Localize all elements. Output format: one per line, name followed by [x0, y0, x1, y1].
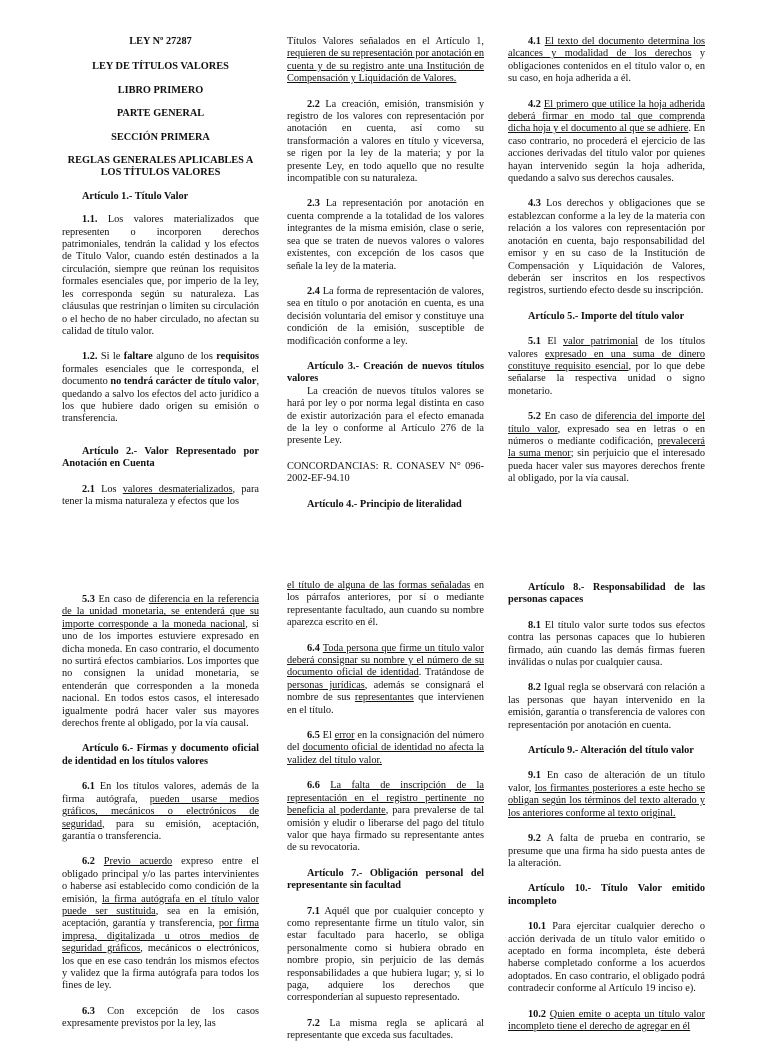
paragraph-number: 8.2 — [528, 682, 541, 694]
paragraph-text: Los valores materializados que representen o incorporen derechos patrimoniales, tendrán la calidad y los efectos de Título Valor, cuando estén destinados a la circulación, siempre que reúnan los requisitos formales esenciales que, por imperio de la ley, les corresponda según su naturaleza. Las cláusulas que restrinjan o limiten su circulación o el hecho de no haber circulado, no afectan su calidad de título valor. — [62, 214, 260, 337]
underlined-text: requieren de su representación por anotación en cuenta y de su registro ante una Institución de Compensación y Liquidación de Valores. — [287, 48, 484, 85]
paragraph-text: Los — [101, 483, 117, 495]
paragraph-8-1 — [508, 620, 705, 670]
art2-heading: Artículo 2.- Valor Representado por Anotación en Cuenta — [62, 445, 259, 470]
paragraph-6-1 — [62, 781, 259, 843]
paragraph-text: alguno de los — [156, 351, 213, 363]
paragraph-10-1 — [508, 921, 705, 995]
art7-heading: Artículo 7.- Obligación personal del representante sin facultad — [287, 867, 484, 892]
underlined-text: pueden usarse medios gráficos, mecánicos o electrónicos de seguridad, — [62, 793, 260, 830]
paragraph-2-1 — [62, 484, 259, 509]
paragraph-number: 7.1 — [307, 905, 320, 917]
paragraph-text: ; sin perjuicio que el interesado pueda hacer valer sus mayores derechos frente al obligado, por la vía causal. — [508, 448, 705, 485]
underlined-text: los firmantes posteriores a este hecho se obligan según los términos del texto alterado y los anteriores conforme al texto original. — [508, 782, 705, 819]
paragraph-text: En caso de — [98, 594, 146, 605]
paragraph-text: , además se consignará el nombre de sus — [287, 679, 485, 704]
underlined-text: valores desmaterializados — [122, 483, 233, 495]
paragraph-text: Igual regla se observará con relación a las personas que hayan intervenido en la emisión, garantía o transferencia de valores con representación por anotación en cuenta. — [508, 682, 705, 731]
paragraph-text: , mecánicos o electrónicos, los que en ese caso tendrán los mismos efectos y validez que la firma autógrafa para todos los fines de ley. — [62, 943, 259, 992]
paragraph-text: expreso entre el obligado principal y/o las partes intervinientes o haberse así establecido como condición de la emisión, — [62, 856, 259, 905]
paragraph-number: 6.6 — [307, 780, 320, 792]
column-1 — [62, 36, 259, 521]
art4-heading: Artículo 4.- Principio de literalidad — [307, 498, 462, 510]
paragraph-number: 5.2 — [528, 411, 541, 423]
paragraph-7-1 — [287, 906, 484, 1005]
underlined-text: Quien emite o acepta un título valor incompleto tiene el derecho de agregar en él — [508, 1008, 705, 1032]
paragraph-5-2 — [508, 411, 705, 485]
paragraph-number: 1.1. — [82, 214, 98, 226]
paragraph-text: y obligaciones contenidos en el título valor o, en su caso, en hoja adherida a él. — [508, 48, 705, 85]
paragraph-number: 6.5 — [307, 730, 320, 742]
art10-heading: Artículo 10.- Título Valor emitido incompleto — [508, 883, 705, 907]
paragraph-text: El título valor surte todos sus efectos contra las personas capaces que lo hubieren firmado, aún cuando las demás firmas fueren inválidas o nulas por cualquier causa. — [508, 619, 705, 669]
concordancias: CONCORDANCIAS: R. CONASEV N° 096-2002-EF-94.10 — [287, 460, 484, 485]
paragraph-text: El — [547, 336, 557, 348]
paragraph-number: 2.4 — [307, 285, 320, 297]
paragraph-6-3-continued — [287, 580, 484, 630]
art3-text: La creación de nuevos títulos valores se hará por ley o por norma legal distinta en caso de existir autorización para el efecto emanada de la ley o conforme al Artículo 276 de la presente Ley. — [287, 385, 484, 447]
underlined-text: la firma autógrafa en el título valor puede ser sustituida — [62, 893, 259, 917]
paragraph-5-3 — [62, 594, 259, 730]
paragraph-9-1 — [508, 770, 705, 820]
art8-heading: Artículo 8.- Responsabilidad de las personas capaces — [508, 582, 705, 606]
paragraph-number: 10.2 — [528, 1008, 547, 1020]
paragraph-text: , sea en la emisión, aceptación, garantía y transferencia, — [62, 905, 259, 930]
paragraph-text: formales esenciales que le corresponda, el documento — [62, 363, 259, 388]
paragraph-number: 9.2 — [528, 833, 541, 845]
paragraph-number: 4.1 — [528, 36, 541, 47]
underlined-text: El texto del documento determina los alcances y modalidad de los derechos — [508, 36, 705, 60]
page-top — [0, 36, 768, 526]
art9-heading: Artículo 9.- Alteración del título valor — [528, 745, 694, 757]
paragraph-text: En caso de alteración de un título valor, — [508, 770, 705, 794]
underlined-text: prevalecerá la suma menor — [508, 435, 705, 460]
paragraph-number: 1.2. — [82, 351, 98, 363]
paragraph-text: La representación por anotación en cuenta comprende a la totalidad de los valores integrantes de la misma emisión, clase o serie, sea que se traten de nuevos valores o valores existentes, con excepción de los casos que señale la ley de la materia. — [287, 198, 484, 272]
art5-heading: Artículo 5.- Importe del título valor — [528, 310, 685, 322]
bold-text: no tendrá carácter de título valor — [110, 376, 257, 388]
underlined-text: El primero que utilice la hoja adherida deberá firmar en modo tal que comprenda dicha hoja y el documento al que se adhiere — [508, 98, 705, 135]
paragraph-9-2 — [508, 833, 705, 870]
paragraph-2-1-continued — [287, 36, 484, 86]
paragraph-number: 6.1 — [82, 781, 95, 793]
paragraph-text: La creación, emisión, transmisión y registro de los valores con representación por anotación en cuenta, así como su transformación a valores en título y viceversa, se rigen por la ley de la materia; y por la presente Ley, en todo aquello que no resulte incompatible con su naturaleza. — [287, 98, 485, 185]
underlined-text: diferencia en la referencia de la unidad monetaria, se entenderá que su importe corresponde a la moneda nacional — [62, 594, 260, 630]
paragraph-text: . Tratándose de — [418, 667, 485, 679]
law-title: LEY DE TÍTULOS VALORES — [92, 61, 229, 73]
column-3 — [508, 36, 705, 499]
law-number: LEY Nº 27287 — [129, 36, 192, 47]
paragraph-1-1 — [62, 214, 259, 338]
underlined-text: La falta de inscripción de la representación en el registro pertinente no beneficia al poderdante — [287, 780, 484, 817]
underlined-text: representantes — [354, 692, 414, 704]
paragraph-text: para su emisión, aceptación, garantía o transferencia. — [62, 818, 259, 842]
paragraph-text: El — [322, 730, 332, 742]
paragraph-text: , para tener la misma naturaleza y efectos que los — [62, 483, 259, 507]
paragraph-text: , por lo que debe señalarse la respectiva unidad o signo monetario. — [508, 360, 705, 397]
part-heading: PARTE GENERAL — [116, 108, 205, 120]
art6-heading: Artículo 6.- Firmas y documento oficial de identidad en los títulos valores — [62, 743, 259, 767]
art3-heading: Artículo 3.- Creación de nuevos títulos valores — [287, 360, 484, 385]
underlined-text: Previo acuerdo — [103, 856, 173, 868]
underlined-text: valor patrimonial — [563, 336, 639, 348]
art1-heading: Artículo 1.- Título Valor — [82, 190, 189, 202]
paragraph-text: en los párrafos anteriores, por sí o mediante representante facultado, aun cuando su nombre aparezca escrito en él. — [287, 580, 484, 629]
paragraph-text: de los títulos valores — [508, 336, 706, 360]
rules-heading: REGLAS GENERALES APLICABLES A LOS TÍTULOS VALORES — [67, 155, 254, 179]
book-heading: LIBRO PRIMERO — [117, 84, 204, 96]
paragraph-10-2 — [508, 1009, 705, 1034]
paragraph-number: 6.4 — [307, 642, 320, 654]
paragraph-number: 8.1 — [528, 619, 541, 631]
paragraph-text: Con excepción de los casos expresamente previstos por la ley, las — [62, 1005, 259, 1030]
paragraph-text: En los títulos valores, además de la firma autógrafa, — [62, 781, 260, 805]
paragraph-6-5 — [287, 730, 484, 767]
paragraph-number: 4.2 — [528, 98, 541, 110]
underlined-text: diferencia del importe del título valor — [508, 411, 705, 435]
paragraph-text: , quedando a salvo los efectos del acto jurídico a los que hubiere dado origen su emisión o transferencia. — [62, 376, 260, 425]
underlined-text: documento oficial de identidad no afecta la validez del título valor. — [287, 742, 484, 766]
paragraph-text: La forma de representación de valores, sea en título o por anotación en cuenta, es una decisión voluntaria del emisor y constituye una condición de la emisión, susceptible de modificación conforme a ley. — [287, 285, 484, 347]
paragraph-2-3 — [287, 198, 484, 272]
bold-text: requisitos — [216, 351, 259, 363]
paragraph-number: 7.2 — [307, 1017, 320, 1029]
paragraph-number: 6.2 — [82, 856, 95, 868]
paragraph-text: Para ejercitar cualquier derecho o acción derivada de un título valor emitido o aceptado en forma incompleta, éste deberá haberse completado conforme a los acuerdos adoptados. En caso contrario, el obligado podrá contradecir conforme al Artículo 19 inciso e). — [508, 921, 705, 995]
paragraph-text: Aquél que por cualquier concepto y como representante firme un título valor, sin estar facultado para hacerlo, se obliga personalmente como si hubiera obrado en nombre propio, sin perjuicio de las demás responsabilidades a que hubiera lugar; y, si lo paga, adquiere los derechos que corresponderían al supuesto representado. — [287, 905, 484, 1004]
paragraph-text: . En caso contrario, no procederá el ejercicio de las acciones derivadas del título valor por quienes hayan intervenido según la hoja adherida, quedando a salvo sus derechos causales. — [508, 123, 705, 185]
paragraph-text: Títulos Valores señalados en el Artículo 1, — [287, 36, 484, 47]
paragraph-number: 5.3 — [82, 594, 95, 605]
paragraph-number: 5.1 — [528, 336, 541, 348]
bold-text: faltare — [123, 351, 153, 363]
paragraph-text: A falta de prueba en contrario, se presume que una firma ha sido puesta antes de la alteración. — [508, 833, 705, 869]
paragraph-6-4 — [287, 643, 484, 717]
column-3 — [508, 582, 705, 1046]
paragraph-text: , expresado sea en letras o en números o mediante codificación, — [508, 423, 705, 447]
paragraph-text: Si le — [100, 351, 121, 363]
paragraph-1-2 — [62, 351, 259, 425]
paragraph-number: 2.3 — [307, 198, 320, 210]
underlined-text: expresado en una suma de dinero constituye requisito esencial — [508, 348, 705, 372]
paragraph-6-2 — [62, 856, 259, 992]
underlined-text: personas jurídicas — [287, 679, 365, 691]
underlined-text: por firma impresa, digitalizada u otros medios de seguridad gráficos — [62, 918, 259, 955]
paragraph-number: 6.3 — [82, 1005, 95, 1017]
paragraph-4-3 — [508, 198, 705, 297]
paragraph-text: en la consignación del número del — [287, 730, 485, 754]
paragraph-text: , si uno de los importes estuviere expresado en dicha moneda. En caso contrario, el documento no surtirá efectos cambiarios. Los importes que no consignen la unidad monetaria, se entenderán que corresponden a la moneda nacional. En todos estos casos, el interesado igualmente podrá hacer valer sus mayores derechos frente al obligado, por la vía causal. — [62, 618, 259, 730]
section-heading: SECCIÓN PRIMERA — [111, 131, 210, 143]
paragraph-4-1 — [508, 36, 705, 86]
paragraph-text: En caso de — [544, 411, 592, 423]
paragraph-number: 2.1 — [82, 483, 95, 495]
column-1 — [62, 594, 259, 1044]
paragraph-6-6 — [287, 780, 484, 854]
paragraph-6-3 — [62, 1006, 259, 1031]
paragraph-text: La misma regla se aplicará al representante que exceda sus facultades. — [287, 1017, 485, 1042]
paragraph-number: 10.1 — [528, 921, 547, 933]
paragraph-2-2 — [287, 99, 484, 186]
paragraph-number: 4.3 — [528, 198, 541, 210]
paragraph-7-2 — [287, 1018, 484, 1043]
paragraph-number: 9.1 — [528, 770, 541, 782]
underlined-text: el título de alguna de las formas señaladas — [287, 580, 471, 591]
column-2 — [287, 580, 484, 1056]
column-2 — [287, 36, 484, 524]
paragraph-8-2 — [508, 682, 705, 732]
paragraph-number: 2.2 — [307, 98, 320, 110]
paragraph-2-4 — [287, 286, 484, 348]
paragraph-text: que intervienen en el título. — [287, 692, 484, 716]
page-bottom — [0, 580, 768, 1042]
underlined-text: error — [334, 730, 355, 742]
paragraph-5-1 — [508, 336, 705, 398]
paragraph-text: , para prevalerse de tal omisión y eludir o liberarse del pago del título valor que haya firmado su representante antes de su revocatoria. — [287, 805, 484, 854]
paragraph-4-2 — [508, 99, 705, 186]
underlined-text: Toda persona que firme un título valor deberá consignar su nombre y el número de su documento oficial de identidad — [287, 642, 485, 679]
paragraph-text: Los derechos y obligaciones que se establezcan conforme a la ley de la materia con relación a los valores con representación por anotación en cuenta, bajo responsabilidad del emisor y en su caso de la Institución de Compensación y Liquidación de Valores, deberán ser inscritos en los respectivos registros, surtiendo efecto desde su inscripción. — [508, 198, 706, 297]
